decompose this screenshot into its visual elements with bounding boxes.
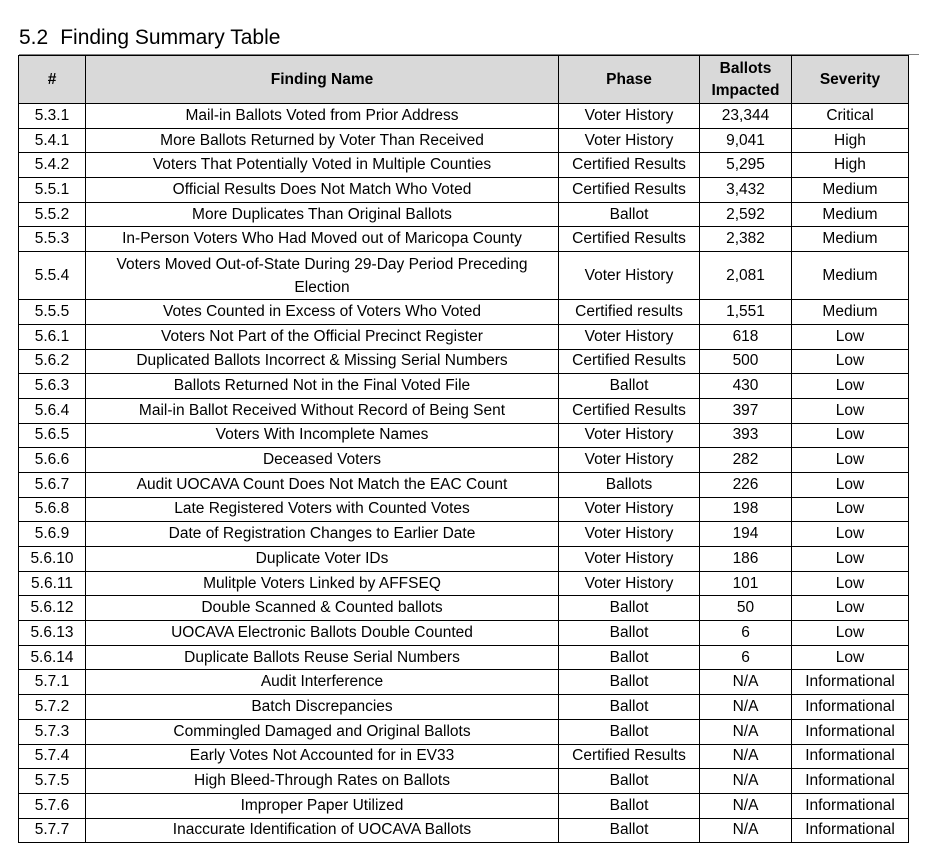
severity: Low (792, 472, 909, 497)
table-row (19, 769, 909, 794)
header-phase: Phase (559, 56, 700, 104)
table-row (19, 522, 909, 547)
finding-number: 5.7.4 (19, 744, 86, 769)
finding-number: 5.6.7 (19, 472, 86, 497)
table-row (19, 793, 909, 818)
table-row (19, 695, 909, 720)
finding-number: 5.5.1 (19, 178, 86, 203)
finding-name: High Bleed-Through Rates on Ballots (86, 769, 559, 794)
finding-name: More Ballots Returned by Voter Than Received (86, 128, 559, 153)
ballots-impacted: 3,432 (700, 178, 792, 203)
finding-number: 5.7.5 (19, 769, 86, 794)
finding-name: Duplicate Ballots Reuse Serial Numbers (86, 645, 559, 670)
section-number: 5.2 (19, 26, 49, 49)
ballots-impacted: 397 (700, 398, 792, 423)
ballots-impacted: 282 (700, 448, 792, 473)
ballots-impacted: 226 (700, 472, 792, 497)
table-row (19, 497, 909, 522)
ballots-impacted: 6 (700, 645, 792, 670)
table-row (19, 645, 909, 670)
severity: Low (792, 324, 909, 349)
finding-name: Early Votes Not Accounted for in EV33 (86, 744, 559, 769)
ballots-impacted: 6 (700, 621, 792, 646)
finding-number: 5.7.1 (19, 670, 86, 695)
finding-number: 5.5.5 (19, 300, 86, 325)
section-heading (19, 24, 919, 55)
finding-phase: Voter History (559, 324, 700, 349)
severity: Medium (792, 178, 909, 203)
table-row (19, 128, 909, 153)
severity: Informational (792, 818, 909, 843)
severity: Low (792, 645, 909, 670)
finding-name: Mail-in Ballots Voted from Prior Address (86, 104, 559, 129)
finding-name: Votes Counted in Excess of Voters Who Voted (86, 300, 559, 325)
finding-number: 5.7.2 (19, 695, 86, 720)
finding-name: UOCAVA Electronic Ballots Double Counted (86, 621, 559, 646)
table-row (19, 670, 909, 695)
finding-name: Improper Paper Utilized (86, 793, 559, 818)
severity: Informational (792, 769, 909, 794)
ballots-impacted: N/A (700, 793, 792, 818)
finding-number: 5.6.8 (19, 497, 86, 522)
finding-number: 5.6.6 (19, 448, 86, 473)
finding-phase: Ballots (559, 472, 700, 497)
finding-phase: Ballot (559, 793, 700, 818)
finding-name: Date of Registration Changes to Earlier Date (86, 522, 559, 547)
section-title: Finding Summary Table (60, 26, 281, 49)
severity: Low (792, 398, 909, 423)
finding-number: 5.6.13 (19, 621, 86, 646)
finding-phase: Certified Results (559, 227, 700, 252)
finding-summary-table (18, 55, 909, 843)
ballots-impacted: 500 (700, 349, 792, 374)
finding-number: 5.6.3 (19, 374, 86, 399)
finding-name: Ballots Returned Not in the Final Voted File (86, 374, 559, 399)
table-row (19, 349, 909, 374)
finding-number: 5.6.10 (19, 547, 86, 572)
finding-name: Inaccurate Identification of UOCAVA Ballots (86, 818, 559, 843)
severity: Informational (792, 719, 909, 744)
finding-phase: Ballot (559, 769, 700, 794)
severity: Low (792, 621, 909, 646)
severity: High (792, 153, 909, 178)
ballots-impacted: 618 (700, 324, 792, 349)
severity: Informational (792, 695, 909, 720)
finding-phase: Ballot (559, 818, 700, 843)
ballots-impacted: N/A (700, 670, 792, 695)
finding-number: 5.5.2 (19, 202, 86, 227)
table-row (19, 472, 909, 497)
finding-number: 5.7.6 (19, 793, 86, 818)
finding-number: 5.4.1 (19, 128, 86, 153)
table-row (19, 571, 909, 596)
finding-phase: Ballot (559, 670, 700, 695)
severity: Low (792, 497, 909, 522)
ballots-impacted: 2,081 (700, 252, 792, 300)
ballots-impacted: 23,344 (700, 104, 792, 129)
severity: Low (792, 596, 909, 621)
ballots-impacted: 194 (700, 522, 792, 547)
finding-number: 5.6.9 (19, 522, 86, 547)
finding-phase: Voter History (559, 497, 700, 522)
finding-phase: Voter History (559, 522, 700, 547)
ballots-impacted: 101 (700, 571, 792, 596)
finding-name: Voters That Potentially Voted in Multiple Counties (86, 153, 559, 178)
finding-phase: Certified Results (559, 153, 700, 178)
finding-name: Mulitple Voters Linked by AFFSEQ (86, 571, 559, 596)
table-row (19, 374, 909, 399)
severity: Low (792, 374, 909, 399)
finding-number: 5.7.7 (19, 818, 86, 843)
finding-name: Double Scanned & Counted ballots (86, 596, 559, 621)
ballots-impacted: N/A (700, 695, 792, 720)
finding-name: Late Registered Voters with Counted Votes (86, 497, 559, 522)
severity: Informational (792, 793, 909, 818)
table-row (19, 104, 909, 129)
finding-phase: Ballot (559, 695, 700, 720)
finding-name: In-Person Voters Who Had Moved out of Maricopa County (86, 227, 559, 252)
ballots-impacted: 5,295 (700, 153, 792, 178)
finding-number: 5.6.11 (19, 571, 86, 596)
finding-number: 5.6.1 (19, 324, 86, 349)
severity: Critical (792, 104, 909, 129)
finding-name: Duplicate Voter IDs (86, 547, 559, 572)
ballots-impacted: N/A (700, 769, 792, 794)
table-row (19, 227, 909, 252)
ballots-impacted: 2,382 (700, 227, 792, 252)
ballots-impacted: 2,592 (700, 202, 792, 227)
finding-name: Voters Moved Out-of-State During 29-Day Period Preceding Election (86, 252, 559, 300)
finding-phase: Certified results (559, 300, 700, 325)
header-finding-name: Finding Name (86, 56, 559, 104)
finding-name: Batch Discrepancies (86, 695, 559, 720)
ballots-impacted: N/A (700, 818, 792, 843)
finding-phase: Voter History (559, 252, 700, 300)
finding-phase: Ballot (559, 374, 700, 399)
finding-phase: Certified Results (559, 398, 700, 423)
finding-number: 5.6.12 (19, 596, 86, 621)
severity: Medium (792, 300, 909, 325)
severity: Low (792, 547, 909, 572)
finding-name: Official Results Does Not Match Who Voted (86, 178, 559, 203)
severity: Medium (792, 252, 909, 300)
severity: Medium (792, 227, 909, 252)
ballots-impacted: 186 (700, 547, 792, 572)
header-severity: Severity (792, 56, 909, 104)
finding-name: Commingled Damaged and Original Ballots (86, 719, 559, 744)
finding-phase: Ballot (559, 621, 700, 646)
severity: Low (792, 448, 909, 473)
table-row (19, 178, 909, 203)
finding-number: 5.5.4 (19, 252, 86, 300)
table-row (19, 621, 909, 646)
finding-name: Voters With Incomplete Names (86, 423, 559, 448)
finding-number: 5.4.2 (19, 153, 86, 178)
finding-number: 5.6.14 (19, 645, 86, 670)
finding-phase: Voter History (559, 571, 700, 596)
finding-number: 5.6.4 (19, 398, 86, 423)
finding-number: 5.6.2 (19, 349, 86, 374)
table-row (19, 448, 909, 473)
ballots-impacted: N/A (700, 719, 792, 744)
finding-name: Audit Interference (86, 670, 559, 695)
ballots-impacted: 430 (700, 374, 792, 399)
finding-phase: Voter History (559, 448, 700, 473)
ballots-impacted: 50 (700, 596, 792, 621)
finding-phase: Voter History (559, 423, 700, 448)
table-row (19, 398, 909, 423)
table-row (19, 596, 909, 621)
finding-name: Audit UOCAVA Count Does Not Match the EAC Count (86, 472, 559, 497)
ballots-impacted: 1,551 (700, 300, 792, 325)
severity: Informational (792, 670, 909, 695)
finding-phase: Voter History (559, 547, 700, 572)
severity: Low (792, 522, 909, 547)
finding-number: 5.6.5 (19, 423, 86, 448)
finding-number: 5.5.3 (19, 227, 86, 252)
finding-phase: Ballot (559, 645, 700, 670)
header-ballots-impacted: Ballots Impacted (700, 56, 792, 104)
finding-number: 5.7.3 (19, 719, 86, 744)
severity: High (792, 128, 909, 153)
finding-name: Deceased Voters (86, 448, 559, 473)
finding-phase: Ballot (559, 596, 700, 621)
table-row (19, 252, 909, 300)
finding-name: More Duplicates Than Original Ballots (86, 202, 559, 227)
finding-phase: Certified Results (559, 349, 700, 374)
finding-phase: Voter History (559, 104, 700, 129)
table-row (19, 547, 909, 572)
table-header-row (19, 56, 909, 104)
severity: Medium (792, 202, 909, 227)
table-row (19, 423, 909, 448)
finding-phase: Ballot (559, 719, 700, 744)
finding-phase: Certified Results (559, 744, 700, 769)
table-row (19, 324, 909, 349)
table-row (19, 744, 909, 769)
table-row (19, 818, 909, 843)
ballots-impacted: 393 (700, 423, 792, 448)
ballots-impacted: 9,041 (700, 128, 792, 153)
table-row (19, 719, 909, 744)
ballots-impacted: N/A (700, 744, 792, 769)
table-row (19, 202, 909, 227)
finding-phase: Voter History (559, 128, 700, 153)
severity: Low (792, 423, 909, 448)
finding-name: Voters Not Part of the Official Precinct Register (86, 324, 559, 349)
finding-name: Mail-in Ballot Received Without Record of Being Sent (86, 398, 559, 423)
severity: Low (792, 571, 909, 596)
severity: Informational (792, 744, 909, 769)
table-row (19, 153, 909, 178)
ballots-impacted: 198 (700, 497, 792, 522)
severity: Low (792, 349, 909, 374)
table-row (19, 300, 909, 325)
finding-number: 5.3.1 (19, 104, 86, 129)
header-number: # (19, 56, 86, 104)
finding-phase: Ballot (559, 202, 700, 227)
finding-name: Duplicated Ballots Incorrect & Missing Serial Numbers (86, 349, 559, 374)
finding-phase: Certified Results (559, 178, 700, 203)
